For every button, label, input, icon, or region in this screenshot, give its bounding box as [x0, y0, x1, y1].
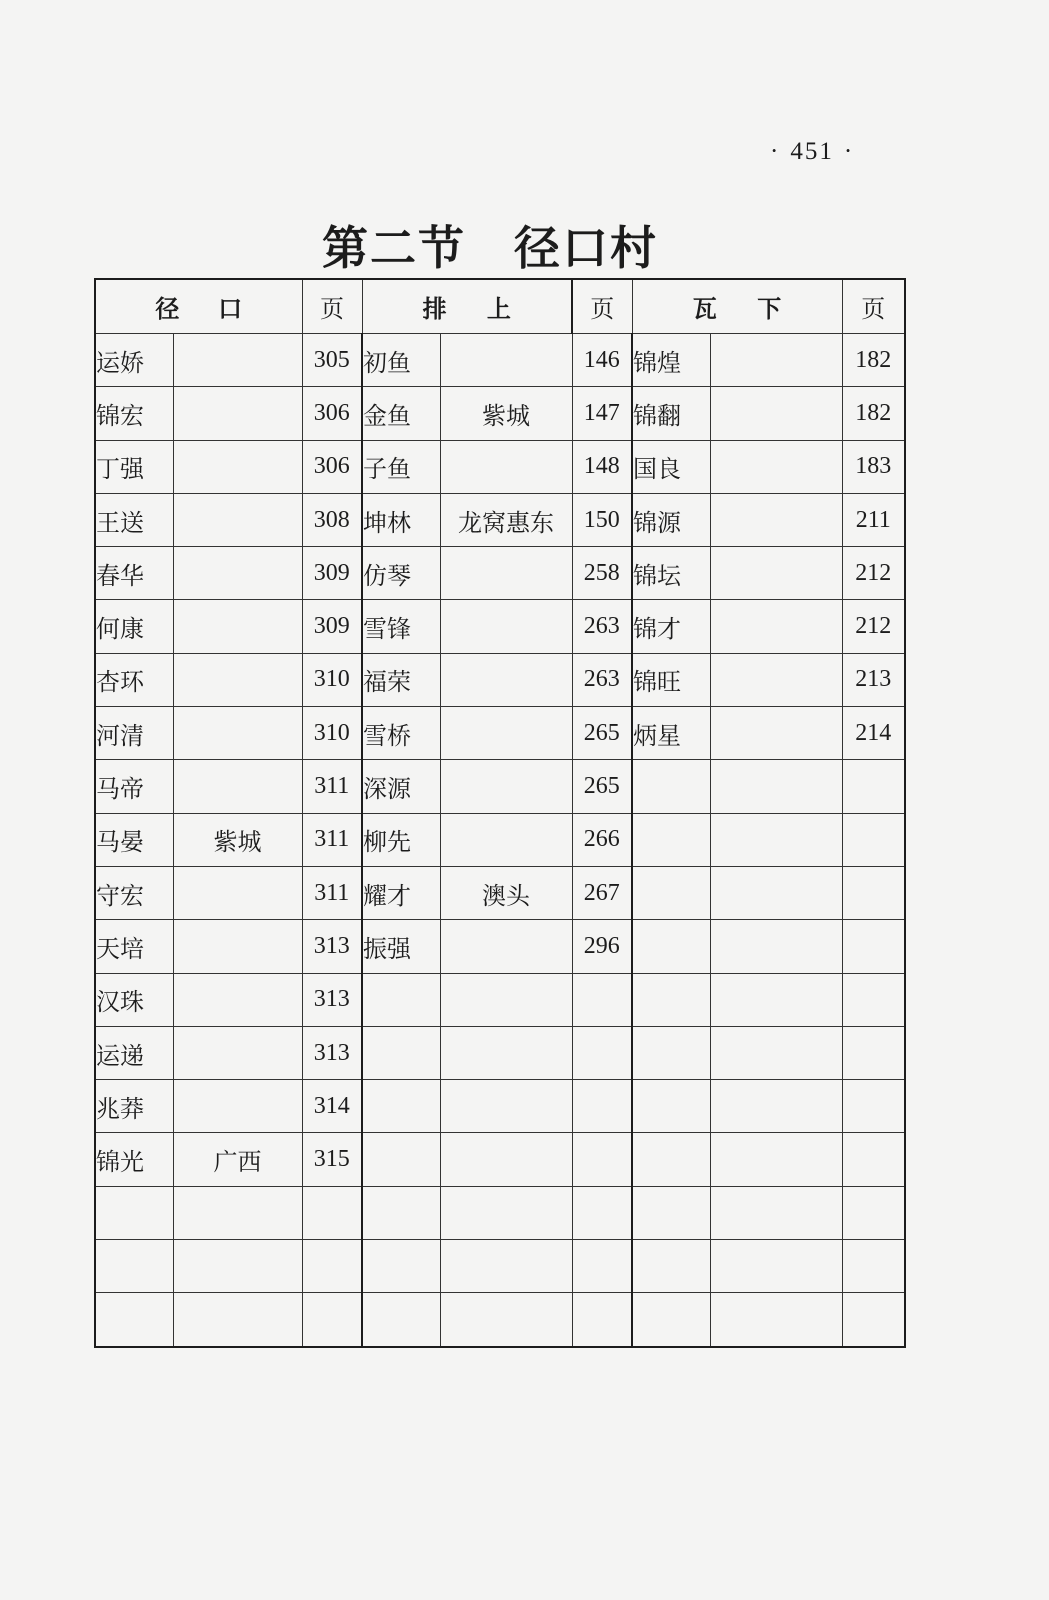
section-2-page-cell: 265 — [572, 707, 632, 760]
section-2-page-cell — [572, 1186, 632, 1239]
table-row — [95, 653, 905, 706]
page-number: · 451 · — [770, 138, 855, 165]
section-1-place-cell — [173, 760, 302, 813]
section-2-place-cell — [440, 440, 572, 493]
section-1-page-cell: 311 — [302, 866, 362, 919]
section-2-name-cell — [362, 1240, 440, 1293]
section-2-page-cell — [572, 1293, 632, 1347]
section-3-page-cell — [842, 920, 905, 973]
section-3-name-cell: 锦煌 — [632, 334, 710, 387]
section-3-name-cell — [632, 973, 710, 1026]
section-1-name-cell: 锦光 — [95, 1133, 173, 1186]
section-3-name-cell — [632, 813, 710, 866]
section-2-page-cell — [572, 973, 632, 1026]
table-row — [95, 1133, 905, 1186]
section-3-name-cell — [632, 866, 710, 919]
section-1-name-cell — [95, 1293, 173, 1347]
table-header-row — [95, 279, 905, 334]
section-2-place-cell — [440, 653, 572, 706]
section-1-page-cell: 309 — [302, 600, 362, 653]
section-title: 第二节 径口村 — [322, 221, 658, 275]
section-1-name-cell: 河清 — [95, 707, 173, 760]
section-2-page-cell: 266 — [572, 813, 632, 866]
section-2-page-cell: 263 — [572, 600, 632, 653]
section-1-page-cell: 306 — [302, 440, 362, 493]
table-row — [95, 973, 905, 1026]
section-3-page-cell: 213 — [842, 653, 905, 706]
section-1-name-cell: 汉珠 — [95, 973, 173, 1026]
section-3-page-cell — [842, 1293, 905, 1347]
section-3-page-cell — [842, 973, 905, 1026]
section-3-page-cell: 212 — [842, 547, 905, 600]
section-3-name-cell: 锦才 — [632, 600, 710, 653]
section-3-page-cell: 214 — [842, 707, 905, 760]
section-3-place-cell — [710, 600, 842, 653]
section-2-place-cell — [440, 334, 572, 387]
section-3-place-cell — [710, 1240, 842, 1293]
section-2-place-cell — [440, 1186, 572, 1239]
section-1-page-cell: 313 — [302, 920, 362, 973]
section-2-name-cell — [362, 1186, 440, 1239]
section-2-place-cell — [440, 1293, 572, 1347]
section-3-page-cell — [842, 1026, 905, 1079]
section-1-page-cell: 310 — [302, 707, 362, 760]
table-row — [95, 600, 905, 653]
section-1-place-cell — [173, 600, 302, 653]
table-row — [95, 1080, 905, 1133]
section-3-page-cell: 182 — [842, 387, 905, 440]
section-2-page-cell: 146 — [572, 334, 632, 387]
table-row — [95, 493, 905, 546]
section-1-place-cell — [173, 920, 302, 973]
section-3-place-cell — [710, 707, 842, 760]
section-2-name-cell: 耀才 — [362, 866, 440, 919]
table-row — [95, 1240, 905, 1293]
section-2-name-cell: 雪锋 — [362, 600, 440, 653]
table-row — [95, 813, 905, 866]
section-2-name-cell: 深源 — [362, 760, 440, 813]
table-row — [95, 760, 905, 813]
section-3-place-cell — [710, 440, 842, 493]
section-1-place-cell — [173, 1080, 302, 1133]
section-3-name-cell: 锦坛 — [632, 547, 710, 600]
section-2-name-cell: 仿琴 — [362, 547, 440, 600]
section-3-place-cell — [710, 866, 842, 919]
section-1-page-cell — [302, 1240, 362, 1293]
section-1-place-cell — [173, 653, 302, 706]
section-1-page-cell: 306 — [302, 387, 362, 440]
table-row — [95, 1186, 905, 1239]
section-3-name-cell — [632, 1133, 710, 1186]
section-2-place-cell: 紫城 — [440, 387, 572, 440]
page-number-value: 451 — [790, 138, 834, 165]
section-1-page-cell: 313 — [302, 1026, 362, 1079]
section-2-place-cell: 澳头 — [440, 866, 572, 919]
section-1-place-cell — [173, 866, 302, 919]
section-2-place-cell — [440, 1080, 572, 1133]
section-3-place-cell — [710, 653, 842, 706]
section-1-name-cell: 兆莽 — [95, 1080, 173, 1133]
section-1-page-cell: 311 — [302, 760, 362, 813]
section-1-place-cell — [173, 1186, 302, 1239]
section-1-page-cell: 308 — [302, 493, 362, 546]
section-3-place-cell — [710, 387, 842, 440]
table-row — [95, 1026, 905, 1079]
section-1-place-cell — [173, 440, 302, 493]
section-1-page-cell: 314 — [302, 1080, 362, 1133]
section-1-name-cell: 马帝 — [95, 760, 173, 813]
section-3-page-cell: 212 — [842, 600, 905, 653]
page-column-head-2: 页 — [572, 279, 632, 334]
section-2-place-cell — [440, 1026, 572, 1079]
section-2-name-cell: 子鱼 — [362, 440, 440, 493]
section-1-page-cell: 311 — [302, 813, 362, 866]
section-1-place-cell: 广西 — [173, 1133, 302, 1186]
section-3-place-cell — [710, 1080, 842, 1133]
section-head-3: 瓦 下 — [632, 279, 842, 334]
section-3-page-cell — [842, 760, 905, 813]
table-row — [95, 920, 905, 973]
section-2-place-cell: 龙窝惠东 — [440, 493, 572, 546]
section-1-page-cell — [302, 1186, 362, 1239]
section-2-name-cell: 雪桥 — [362, 707, 440, 760]
section-3-name-cell: 炳星 — [632, 707, 710, 760]
section-1-place-cell — [173, 334, 302, 387]
section-1-name-cell: 天培 — [95, 920, 173, 973]
section-2-place-cell — [440, 920, 572, 973]
section-1-page-cell: 305 — [302, 334, 362, 387]
table-row — [95, 1293, 905, 1347]
section-2-place-cell — [440, 707, 572, 760]
section-1-name-cell — [95, 1240, 173, 1293]
section-3-page-cell: 183 — [842, 440, 905, 493]
section-1-place-cell — [173, 1026, 302, 1079]
section-2-place-cell — [440, 1240, 572, 1293]
section-1-place-cell: 紫城 — [173, 813, 302, 866]
section-1-place-cell — [173, 707, 302, 760]
table-row — [95, 387, 905, 440]
section-2-name-cell: 金鱼 — [362, 387, 440, 440]
section-3-place-cell — [710, 760, 842, 813]
table-body — [95, 334, 905, 1347]
section-2-name-cell: 柳先 — [362, 813, 440, 866]
section-3-name-cell: 锦源 — [632, 493, 710, 546]
table-row — [95, 334, 905, 387]
section-3-name-cell: 锦翻 — [632, 387, 710, 440]
section-1-name-cell: 守宏 — [95, 866, 173, 919]
section-2-name-cell — [362, 1026, 440, 1079]
section-1-name-cell: 杏环 — [95, 653, 173, 706]
section-3-name-cell — [632, 1186, 710, 1239]
section-1-name-cell: 运娇 — [95, 334, 173, 387]
table-row — [95, 707, 905, 760]
section-1-page-cell — [302, 1293, 362, 1347]
section-1-place-cell — [173, 973, 302, 1026]
section-2-place-cell — [440, 1133, 572, 1186]
section-3-place-cell — [710, 547, 842, 600]
section-3-page-cell — [842, 1186, 905, 1239]
section-3-name-cell: 国良 — [632, 440, 710, 493]
section-3-place-cell — [710, 1133, 842, 1186]
section-2-name-cell — [362, 1133, 440, 1186]
section-3-page-cell: 211 — [842, 493, 905, 546]
section-2-page-cell — [572, 1080, 632, 1133]
section-3-name-cell: 锦旺 — [632, 653, 710, 706]
section-2-place-cell — [440, 547, 572, 600]
section-2-page-cell: 263 — [572, 653, 632, 706]
section-3-page-cell — [842, 813, 905, 866]
section-2-page-cell — [572, 1026, 632, 1079]
village-register-table — [94, 278, 906, 1348]
section-3-name-cell — [632, 1080, 710, 1133]
section-2-page-cell: 147 — [572, 387, 632, 440]
section-1-name-cell: 马晏 — [95, 813, 173, 866]
section-3-name-cell — [632, 1240, 710, 1293]
section-1-name-cell: 运递 — [95, 1026, 173, 1079]
section-1-name-cell — [95, 1186, 173, 1239]
section-3-place-cell — [710, 1026, 842, 1079]
section-2-page-cell: 148 — [572, 440, 632, 493]
section-2-page-cell: 296 — [572, 920, 632, 973]
section-2-page-cell — [572, 1240, 632, 1293]
section-head-2: 排 上 — [362, 279, 572, 334]
section-1-name-cell: 王送 — [95, 493, 173, 546]
section-3-page-cell: 182 — [842, 334, 905, 387]
page-column-head-3: 页 — [842, 279, 905, 334]
section-2-page-cell: 267 — [572, 866, 632, 919]
section-1-page-cell: 315 — [302, 1133, 362, 1186]
page-column-head-1: 页 — [302, 279, 362, 334]
section-3-place-cell — [710, 920, 842, 973]
section-1-name-cell: 春华 — [95, 547, 173, 600]
section-3-page-cell — [842, 866, 905, 919]
section-2-name-cell — [362, 973, 440, 1026]
section-3-page-cell — [842, 1133, 905, 1186]
section-3-place-cell — [710, 813, 842, 866]
section-3-place-cell — [710, 1293, 842, 1347]
section-2-place-cell — [440, 600, 572, 653]
section-3-place-cell — [710, 334, 842, 387]
section-3-name-cell — [632, 920, 710, 973]
section-1-page-cell: 310 — [302, 653, 362, 706]
section-2-place-cell — [440, 760, 572, 813]
section-1-place-cell — [173, 1293, 302, 1347]
section-3-page-cell — [842, 1240, 905, 1293]
section-2-name-cell: 初鱼 — [362, 334, 440, 387]
section-3-place-cell — [710, 1186, 842, 1239]
section-3-place-cell — [710, 973, 842, 1026]
section-head-1: 径 口 — [95, 279, 302, 334]
section-3-name-cell — [632, 1293, 710, 1347]
table-row — [95, 440, 905, 493]
section-1-page-cell: 313 — [302, 973, 362, 1026]
section-2-name-cell — [362, 1080, 440, 1133]
table-row — [95, 866, 905, 919]
section-2-place-cell — [440, 973, 572, 1026]
section-1-name-cell: 丁强 — [95, 440, 173, 493]
section-2-page-cell — [572, 1133, 632, 1186]
table-row — [95, 547, 905, 600]
section-1-place-cell — [173, 387, 302, 440]
section-1-place-cell — [173, 1240, 302, 1293]
section-1-place-cell — [173, 547, 302, 600]
section-3-page-cell — [842, 1080, 905, 1133]
section-3-name-cell — [632, 760, 710, 813]
section-1-name-cell: 锦宏 — [95, 387, 173, 440]
section-3-place-cell — [710, 493, 842, 546]
section-2-page-cell: 265 — [572, 760, 632, 813]
section-2-name-cell: 振强 — [362, 920, 440, 973]
section-1-name-cell: 何康 — [95, 600, 173, 653]
section-2-name-cell: 坤林 — [362, 493, 440, 546]
section-1-place-cell — [173, 493, 302, 546]
section-2-name-cell: 福荣 — [362, 653, 440, 706]
section-3-name-cell — [632, 1026, 710, 1079]
section-2-page-cell: 150 — [572, 493, 632, 546]
section-2-place-cell — [440, 813, 572, 866]
section-2-name-cell — [362, 1293, 440, 1347]
section-1-page-cell: 309 — [302, 547, 362, 600]
section-2-page-cell: 258 — [572, 547, 632, 600]
